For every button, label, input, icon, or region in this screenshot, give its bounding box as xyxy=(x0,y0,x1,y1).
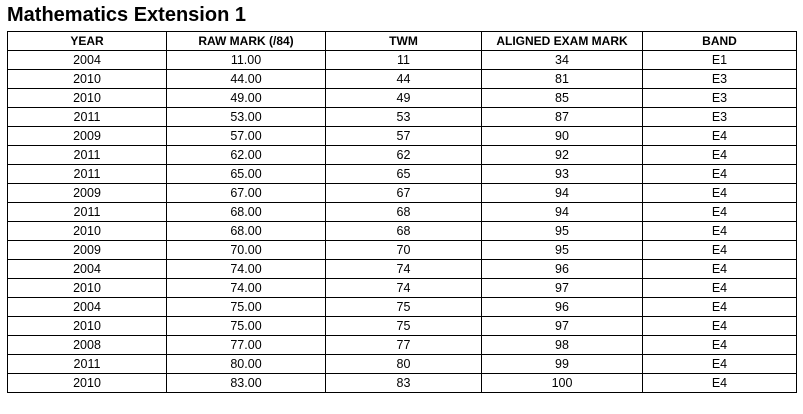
cell-aligned-exam-mark: 90 xyxy=(482,127,643,146)
table-row xyxy=(8,127,797,146)
cell-twm: 65 xyxy=(326,165,482,184)
cell-band: E4 xyxy=(643,222,797,241)
table-row xyxy=(8,260,797,279)
cell-raw-mark: 68.00 xyxy=(167,203,326,222)
cell-band: E3 xyxy=(643,89,797,108)
cell-raw-mark: 83.00 xyxy=(167,374,326,393)
cell-aligned-exam-mark: 97 xyxy=(482,317,643,336)
cell-aligned-exam-mark: 95 xyxy=(482,222,643,241)
cell-aligned-exam-mark: 97 xyxy=(482,279,643,298)
cell-twm: 57 xyxy=(326,127,482,146)
cell-raw-mark: 53.00 xyxy=(167,108,326,127)
table-row xyxy=(8,298,797,317)
cell-twm: 49 xyxy=(326,89,482,108)
cell-aligned-exam-mark: 98 xyxy=(482,336,643,355)
cell-band: E4 xyxy=(643,279,797,298)
table-row xyxy=(8,355,797,374)
cell-twm: 11 xyxy=(326,51,482,70)
cell-year: 2004 xyxy=(8,260,167,279)
table-row xyxy=(8,203,797,222)
cell-twm: 68 xyxy=(326,222,482,241)
cell-aligned-exam-mark: 94 xyxy=(482,184,643,203)
cell-twm: 44 xyxy=(326,70,482,89)
cell-raw-mark: 70.00 xyxy=(167,241,326,260)
table-row xyxy=(8,374,797,393)
cell-year: 2004 xyxy=(8,51,167,70)
cell-band: E4 xyxy=(643,298,797,317)
table-row xyxy=(8,51,797,70)
table-row xyxy=(8,146,797,165)
cell-aligned-exam-mark: 100 xyxy=(482,374,643,393)
column-header-band: BAND xyxy=(643,32,797,51)
column-header-twm: TWM xyxy=(326,32,482,51)
cell-band: E4 xyxy=(643,184,797,203)
cell-twm: 77 xyxy=(326,336,482,355)
table-row xyxy=(8,222,797,241)
cell-year: 2009 xyxy=(8,184,167,203)
table-row xyxy=(8,70,797,89)
cell-band: E1 xyxy=(643,51,797,70)
table-row xyxy=(8,241,797,260)
cell-aligned-exam-mark: 96 xyxy=(482,298,643,317)
column-header-year: YEAR xyxy=(8,32,167,51)
cell-aligned-exam-mark: 96 xyxy=(482,260,643,279)
cell-raw-mark: 11.00 xyxy=(167,51,326,70)
column-header-raw-mark: RAW MARK (/84) xyxy=(167,32,326,51)
cell-twm: 75 xyxy=(326,298,482,317)
cell-band: E3 xyxy=(643,70,797,89)
cell-year: 2010 xyxy=(8,70,167,89)
cell-twm: 83 xyxy=(326,374,482,393)
cell-year: 2010 xyxy=(8,279,167,298)
cell-band: E4 xyxy=(643,127,797,146)
table-row xyxy=(8,336,797,355)
cell-year: 2011 xyxy=(8,108,167,127)
cell-raw-mark: 75.00 xyxy=(167,317,326,336)
cell-twm: 67 xyxy=(326,184,482,203)
cell-raw-mark: 74.00 xyxy=(167,279,326,298)
cell-band: E4 xyxy=(643,241,797,260)
cell-band: E4 xyxy=(643,260,797,279)
table-row xyxy=(8,317,797,336)
cell-raw-mark: 62.00 xyxy=(167,146,326,165)
cell-twm: 74 xyxy=(326,279,482,298)
cell-year: 2010 xyxy=(8,374,167,393)
cell-year: 2010 xyxy=(8,222,167,241)
cell-year: 2010 xyxy=(8,89,167,108)
cell-band: E3 xyxy=(643,108,797,127)
cell-raw-mark: 68.00 xyxy=(167,222,326,241)
cell-twm: 70 xyxy=(326,241,482,260)
table-row xyxy=(8,89,797,108)
cell-year: 2011 xyxy=(8,355,167,374)
cell-band: E4 xyxy=(643,146,797,165)
cell-year: 2011 xyxy=(8,203,167,222)
cell-aligned-exam-mark: 81 xyxy=(482,70,643,89)
cell-aligned-exam-mark: 85 xyxy=(482,89,643,108)
cell-year: 2009 xyxy=(8,241,167,260)
cell-twm: 62 xyxy=(326,146,482,165)
cell-band: E4 xyxy=(643,374,797,393)
column-header-aligned-exam-mark: ALIGNED EXAM MARK xyxy=(482,32,643,51)
cell-twm: 75 xyxy=(326,317,482,336)
cell-band: E4 xyxy=(643,203,797,222)
cell-aligned-exam-mark: 94 xyxy=(482,203,643,222)
cell-year: 2008 xyxy=(8,336,167,355)
cell-aligned-exam-mark: 87 xyxy=(482,108,643,127)
cell-band: E4 xyxy=(643,355,797,374)
cell-raw-mark: 80.00 xyxy=(167,355,326,374)
cell-year: 2009 xyxy=(8,127,167,146)
marks-table xyxy=(7,31,797,393)
cell-aligned-exam-mark: 99 xyxy=(482,355,643,374)
table-row xyxy=(8,108,797,127)
cell-raw-mark: 75.00 xyxy=(167,298,326,317)
cell-aligned-exam-mark: 34 xyxy=(482,51,643,70)
cell-twm: 80 xyxy=(326,355,482,374)
cell-raw-mark: 74.00 xyxy=(167,260,326,279)
cell-aligned-exam-mark: 95 xyxy=(482,241,643,260)
cell-raw-mark: 65.00 xyxy=(167,165,326,184)
cell-year: 2011 xyxy=(8,146,167,165)
cell-year: 2010 xyxy=(8,317,167,336)
cell-raw-mark: 57.00 xyxy=(167,127,326,146)
cell-aligned-exam-mark: 92 xyxy=(482,146,643,165)
cell-band: E4 xyxy=(643,336,797,355)
cell-raw-mark: 44.00 xyxy=(167,70,326,89)
table-row xyxy=(8,279,797,298)
cell-raw-mark: 77.00 xyxy=(167,336,326,355)
cell-twm: 68 xyxy=(326,203,482,222)
cell-twm: 53 xyxy=(326,108,482,127)
cell-band: E4 xyxy=(643,317,797,336)
cell-twm: 74 xyxy=(326,260,482,279)
cell-raw-mark: 49.00 xyxy=(167,89,326,108)
table-body xyxy=(8,51,797,393)
cell-band: E4 xyxy=(643,165,797,184)
cell-raw-mark: 67.00 xyxy=(167,184,326,203)
cell-year: 2004 xyxy=(8,298,167,317)
page-title: Mathematics Extension 1 xyxy=(7,4,246,26)
table-row xyxy=(8,165,797,184)
table-header-row xyxy=(8,32,797,51)
cell-year: 2011 xyxy=(8,165,167,184)
table-row xyxy=(8,184,797,203)
cell-aligned-exam-mark: 93 xyxy=(482,165,643,184)
